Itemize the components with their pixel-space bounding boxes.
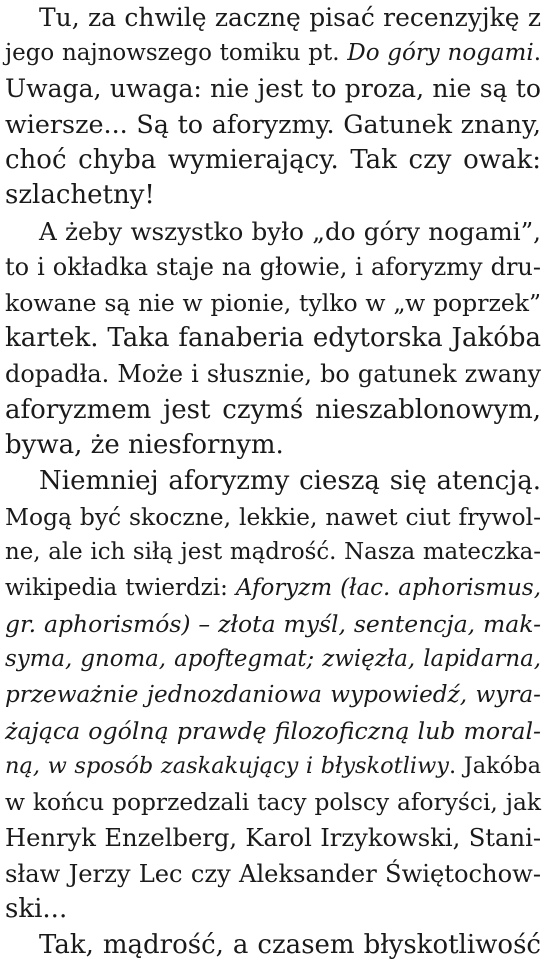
italic-text: ną, w sposób zaskakujący i błyskotliwy (5, 753, 449, 780)
paragraph (5, 464, 541, 928)
text-segment: wiersze... Są to aforyzmy. Gatunek znany, (5, 109, 541, 140)
text-segment: Mogą być skoczne, lekkie, nawet ciut frywol- (5, 502, 541, 531)
text-segment: jego najnowszego tomiku pt. (5, 39, 348, 66)
text-segment: kartek. Taka fanaberia edytorska Jakóba (5, 323, 541, 354)
text-segment: choć chyba wymierający. Tak czy owak: (5, 144, 541, 175)
text-segment: Tak, mądrość, a czasem błyskotliwość (39, 929, 541, 960)
text-line (5, 821, 541, 857)
text-line (5, 749, 541, 785)
paragraph (5, 0, 541, 214)
text-line (5, 107, 541, 143)
text-line (5, 321, 541, 357)
text-segment: w końcu poprzedzali tacy polscy aforyści, jak (5, 788, 541, 817)
text-line (5, 36, 541, 72)
italic-text: żająca ogólną prawdę filozoficzną lub moral- (5, 716, 541, 745)
text-line (5, 500, 541, 536)
text-segment: kowane są nie w pionie, tylko w „w poprzek” (5, 288, 541, 317)
text-segment: Tu, za chwilę zacznę pisać recenzyjkę z (39, 3, 541, 32)
text-line (5, 714, 541, 750)
text-segment: . (533, 39, 541, 66)
text-segment: Uwaga, uwaga: nie jest to proza, nie są to (5, 74, 541, 104)
text-segment: szlachetny! (5, 180, 155, 211)
text-segment: Henryk Enzelberg, Karol Irzykowski, Stani- (5, 823, 541, 852)
text-segment: ski... (5, 894, 68, 925)
text-line (5, 607, 541, 643)
text-line (5, 642, 541, 678)
italic-text: Do góry nogami (347, 39, 534, 66)
text-line (5, 178, 541, 214)
text-segment: bywa, że niesfornym. (5, 430, 284, 461)
text-line (5, 357, 541, 393)
text-line (5, 857, 541, 893)
text-line (5, 143, 541, 179)
text-line (5, 892, 541, 928)
italic-text: przeważnie jednozdaniowa wypowiedź, wyra- (5, 682, 541, 709)
text-line (5, 678, 541, 714)
text-segment: A żeby wszystko było „do góry nogami”, (39, 217, 541, 247)
text-line (5, 214, 541, 250)
text-segment: to i okładka staje na głowie, i aforyzmy dru- (5, 252, 541, 281)
text-line (5, 393, 541, 429)
paragraph (5, 214, 541, 464)
text-line (5, 428, 541, 464)
text-line (5, 464, 541, 500)
text-segment: dopadła. Może i słusznie, bo gatunek zwany (5, 359, 541, 388)
text-line (5, 0, 541, 36)
italic-text: syma, gnoma, apoftegmat; zwięzła, lapidarna, (5, 646, 541, 673)
text-line (5, 286, 541, 322)
text-line (5, 71, 541, 107)
text-line (5, 571, 541, 607)
italic-text: gr. aphorismós) – złota myśl, sentencja, mak- (5, 609, 541, 638)
text-line (5, 250, 541, 286)
text-line (5, 785, 541, 821)
text-line (5, 535, 541, 571)
text-line (5, 928, 541, 964)
text-segment: sław Jerzy Lec czy Aleksander Świętochow- (5, 859, 541, 888)
paragraph (5, 928, 541, 964)
text-segment: wikipedia twierdzi: (5, 575, 236, 601)
text-segment: aforyzmem jest czymś nieszablonowym, (5, 394, 541, 425)
document-page (5, 0, 541, 964)
text-segment: Niemniej aforyzmy cieszą się atencją. (39, 465, 541, 496)
text-segment: ne, ale ich siłą jest mądrość. Nasza mateczka- (5, 539, 541, 566)
text-segment: . Jakóba (448, 753, 542, 780)
italic-text: Aforyzm (łac. aphorismus, (235, 575, 541, 601)
